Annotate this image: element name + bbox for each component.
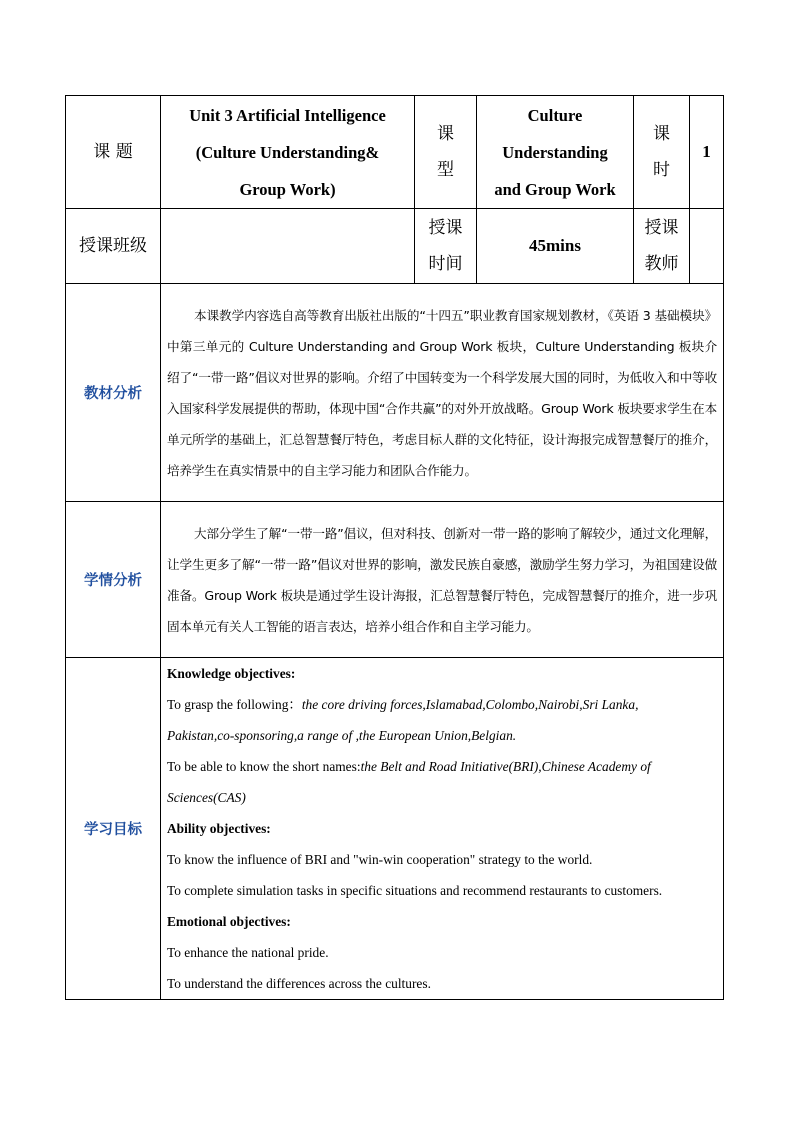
ability-item-1: To know the influence of BRI and "win-win cooperation" strategy to the world. [167, 852, 593, 867]
topic-label: 课 题 [66, 96, 161, 209]
grasp-prefix: To grasp the following： [167, 697, 302, 712]
teacher-label-line-1: 授课 [644, 218, 679, 238]
lesson-title-line-3: Group Work) [239, 179, 336, 199]
student-analysis-cell [161, 502, 724, 658]
class-label: 授课班级 [66, 209, 161, 284]
hours-value: 1 [690, 96, 724, 209]
teacher-label-line-2: 教师 [644, 254, 679, 274]
textbook-analysis-cell [161, 284, 724, 502]
hours-label-line-2: 时 [653, 160, 670, 180]
emotional-item-1: To enhance the national pride. [167, 945, 329, 960]
type-label-line-1: 课 [437, 124, 454, 144]
emotional-heading: Emotional objectives: [167, 914, 291, 929]
short-names-1: the Belt and Road Initiative(BRI),Chinese Academy of [360, 759, 651, 774]
type-value-line-3: and Group Work [494, 179, 616, 199]
short-names-line-2 [167, 782, 717, 813]
lesson-plan-table [65, 95, 724, 1000]
teacher-value [690, 209, 724, 284]
objectives-row [66, 658, 724, 1000]
time-value: 45mins [477, 209, 634, 284]
lesson-title-line-1: Unit 3 Artificial Intelligence [189, 105, 386, 125]
textbook-analysis-label: 教材分析 [66, 284, 161, 502]
time-label [415, 209, 477, 284]
short-names-2: Sciences(CAS) [167, 790, 246, 805]
short-names-prefix: To be able to know the short names: [167, 759, 361, 774]
emotional-item-2: To understand the differences across the cultures. [167, 976, 431, 991]
type-label-line-2: 型 [437, 160, 454, 180]
time-label-line-1: 授课 [428, 218, 463, 238]
knowledge-heading: Knowledge objectives: [167, 666, 296, 681]
header-row [66, 96, 724, 209]
grasp-items-1: the core driving forces,Islamabad,Colombo,Nairobi,Sri Lanka, [301, 697, 639, 712]
type-label [415, 96, 477, 209]
short-names-line-1 [167, 751, 717, 782]
grasp-line-1 [167, 689, 717, 720]
type-value-line-2: Understanding [502, 142, 608, 162]
textbook-row [66, 284, 724, 502]
ability-heading: Ability objectives: [167, 821, 271, 836]
textbook-analysis-text: 本课教学内容选自高等教育出版社出版的“十四五”职业教育国家规划教材，《英语 3 基础模块》中第三单元的 Culture Understanding and Group Work 板块，Culture Understanding 板块介绍了“一带一路”倡议对世界的影响。介绍了中国转变为一个科学发展大国的同时，为低收入和中等收入国家科学发展提供的帮助，体现中国“合作共赢”的对外开放战略。Group Work 板块要求学生在本单元所学的基础上，汇总智慧餐厅特色，考虑目标人群的文化特征，设计海报完成智慧餐厅的推介，培养学生在真实情景中的自主学习能力和团队合作能力。 [167, 307, 717, 478]
class-row [66, 209, 724, 284]
lesson-title [161, 96, 415, 209]
students-row [66, 502, 724, 658]
type-value [477, 96, 634, 209]
class-value [161, 209, 415, 284]
time-label-line-2: 时间 [428, 254, 463, 274]
grasp-items-2: Pakistan,co-sponsoring,a range of ,the European Union,Belgian. [167, 728, 517, 743]
learning-objectives-cell [161, 658, 724, 1000]
type-value-line-1: Culture [527, 105, 583, 125]
student-analysis-text: 大部分学生了解“一带一路”倡议，但对科技、创新对一带一路的影响了解较少，通过文化理解，让学生更多了解“一带一路”倡议对世界的影响，激发民族自豪感，激励学生努力学习，为祖国建设做准备。Group Work 板块是通过学生设计海报，汇总智慧餐厅特色，完成智慧餐厅的推介，进一步巩固本单元有关人工智能的语言表达，培养小组合作和自主学习能力。 [167, 525, 717, 634]
ability-item-2: To complete simulation tasks in specific situations and recommend restaurants to customers. [167, 883, 663, 898]
hours-label [634, 96, 690, 209]
student-analysis-label: 学情分析 [66, 502, 161, 658]
hours-label-line-1: 课 [653, 124, 670, 144]
teacher-label [634, 209, 690, 284]
learning-objectives-label: 学习目标 [66, 658, 161, 1000]
grasp-line-2 [167, 720, 717, 751]
lesson-title-line-2: (Culture Understanding& [195, 142, 380, 162]
